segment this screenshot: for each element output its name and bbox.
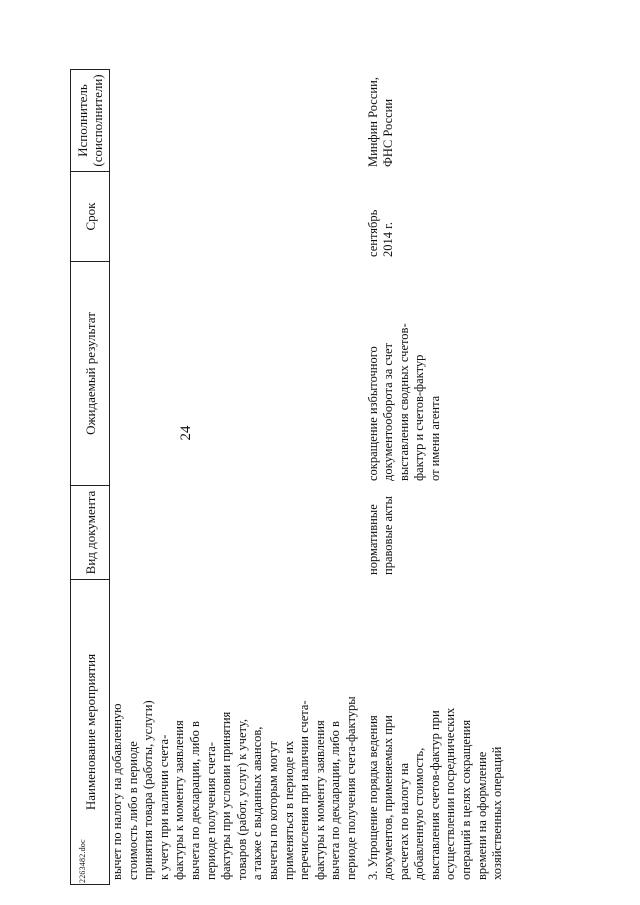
cell-name: 3. Упрощение порядка ведения документов, применяемых при расчетах по налогу на добавленную стоимость, выставления счетов-фактур при осуществлении посреднических операций в целях сокращения времени на оформление хозяйственных операций (360, 580, 506, 885)
table-row (110, 70, 360, 885)
document-id: 2263482.doc (78, 839, 87, 883)
header-executor: Исполнитель (соисполнители) (71, 70, 110, 172)
cell-result (110, 262, 360, 486)
cell-doc-type: нормативные правовые акты (360, 486, 506, 580)
header-name: Наименование мероприятия (71, 580, 110, 885)
header-doc-type: Вид документа (71, 486, 110, 580)
cell-executor (110, 70, 360, 172)
cell-result: сокращение избыточного документооборота за счет выставления сводных счетов- фактур и счетов-фактур от имени агента (360, 262, 506, 486)
cell-name: вычет по налогу на добавленную стоимость либо в периоде принятия товара (работы, услуги) к учету при наличии счета- фактуры к моменту заявления вычета по декларации, либо в периоде получения счета- фактуры при условии принятия товаров (работ, услуг) к учету, а также с выданных авансов, вычеты по которым могут применяться в периоде их перечисления при наличии счета- фактуры к моменту заявления вычета по декларации, либо в периоде получения счета-фактуры (110, 580, 360, 885)
header-term: Срок (71, 172, 110, 262)
cell-term: сентябрь 2014 г. (360, 172, 506, 262)
table-row (360, 70, 506, 885)
cell-term (110, 172, 360, 262)
measures-table (70, 69, 506, 885)
header-result: Ожидаемый результат (71, 262, 110, 486)
page-number: 24 (178, 425, 194, 441)
cell-doc-type (110, 486, 360, 580)
table-header-row (71, 70, 110, 885)
cell-executor: Минфин России, ФНС России (360, 70, 506, 172)
